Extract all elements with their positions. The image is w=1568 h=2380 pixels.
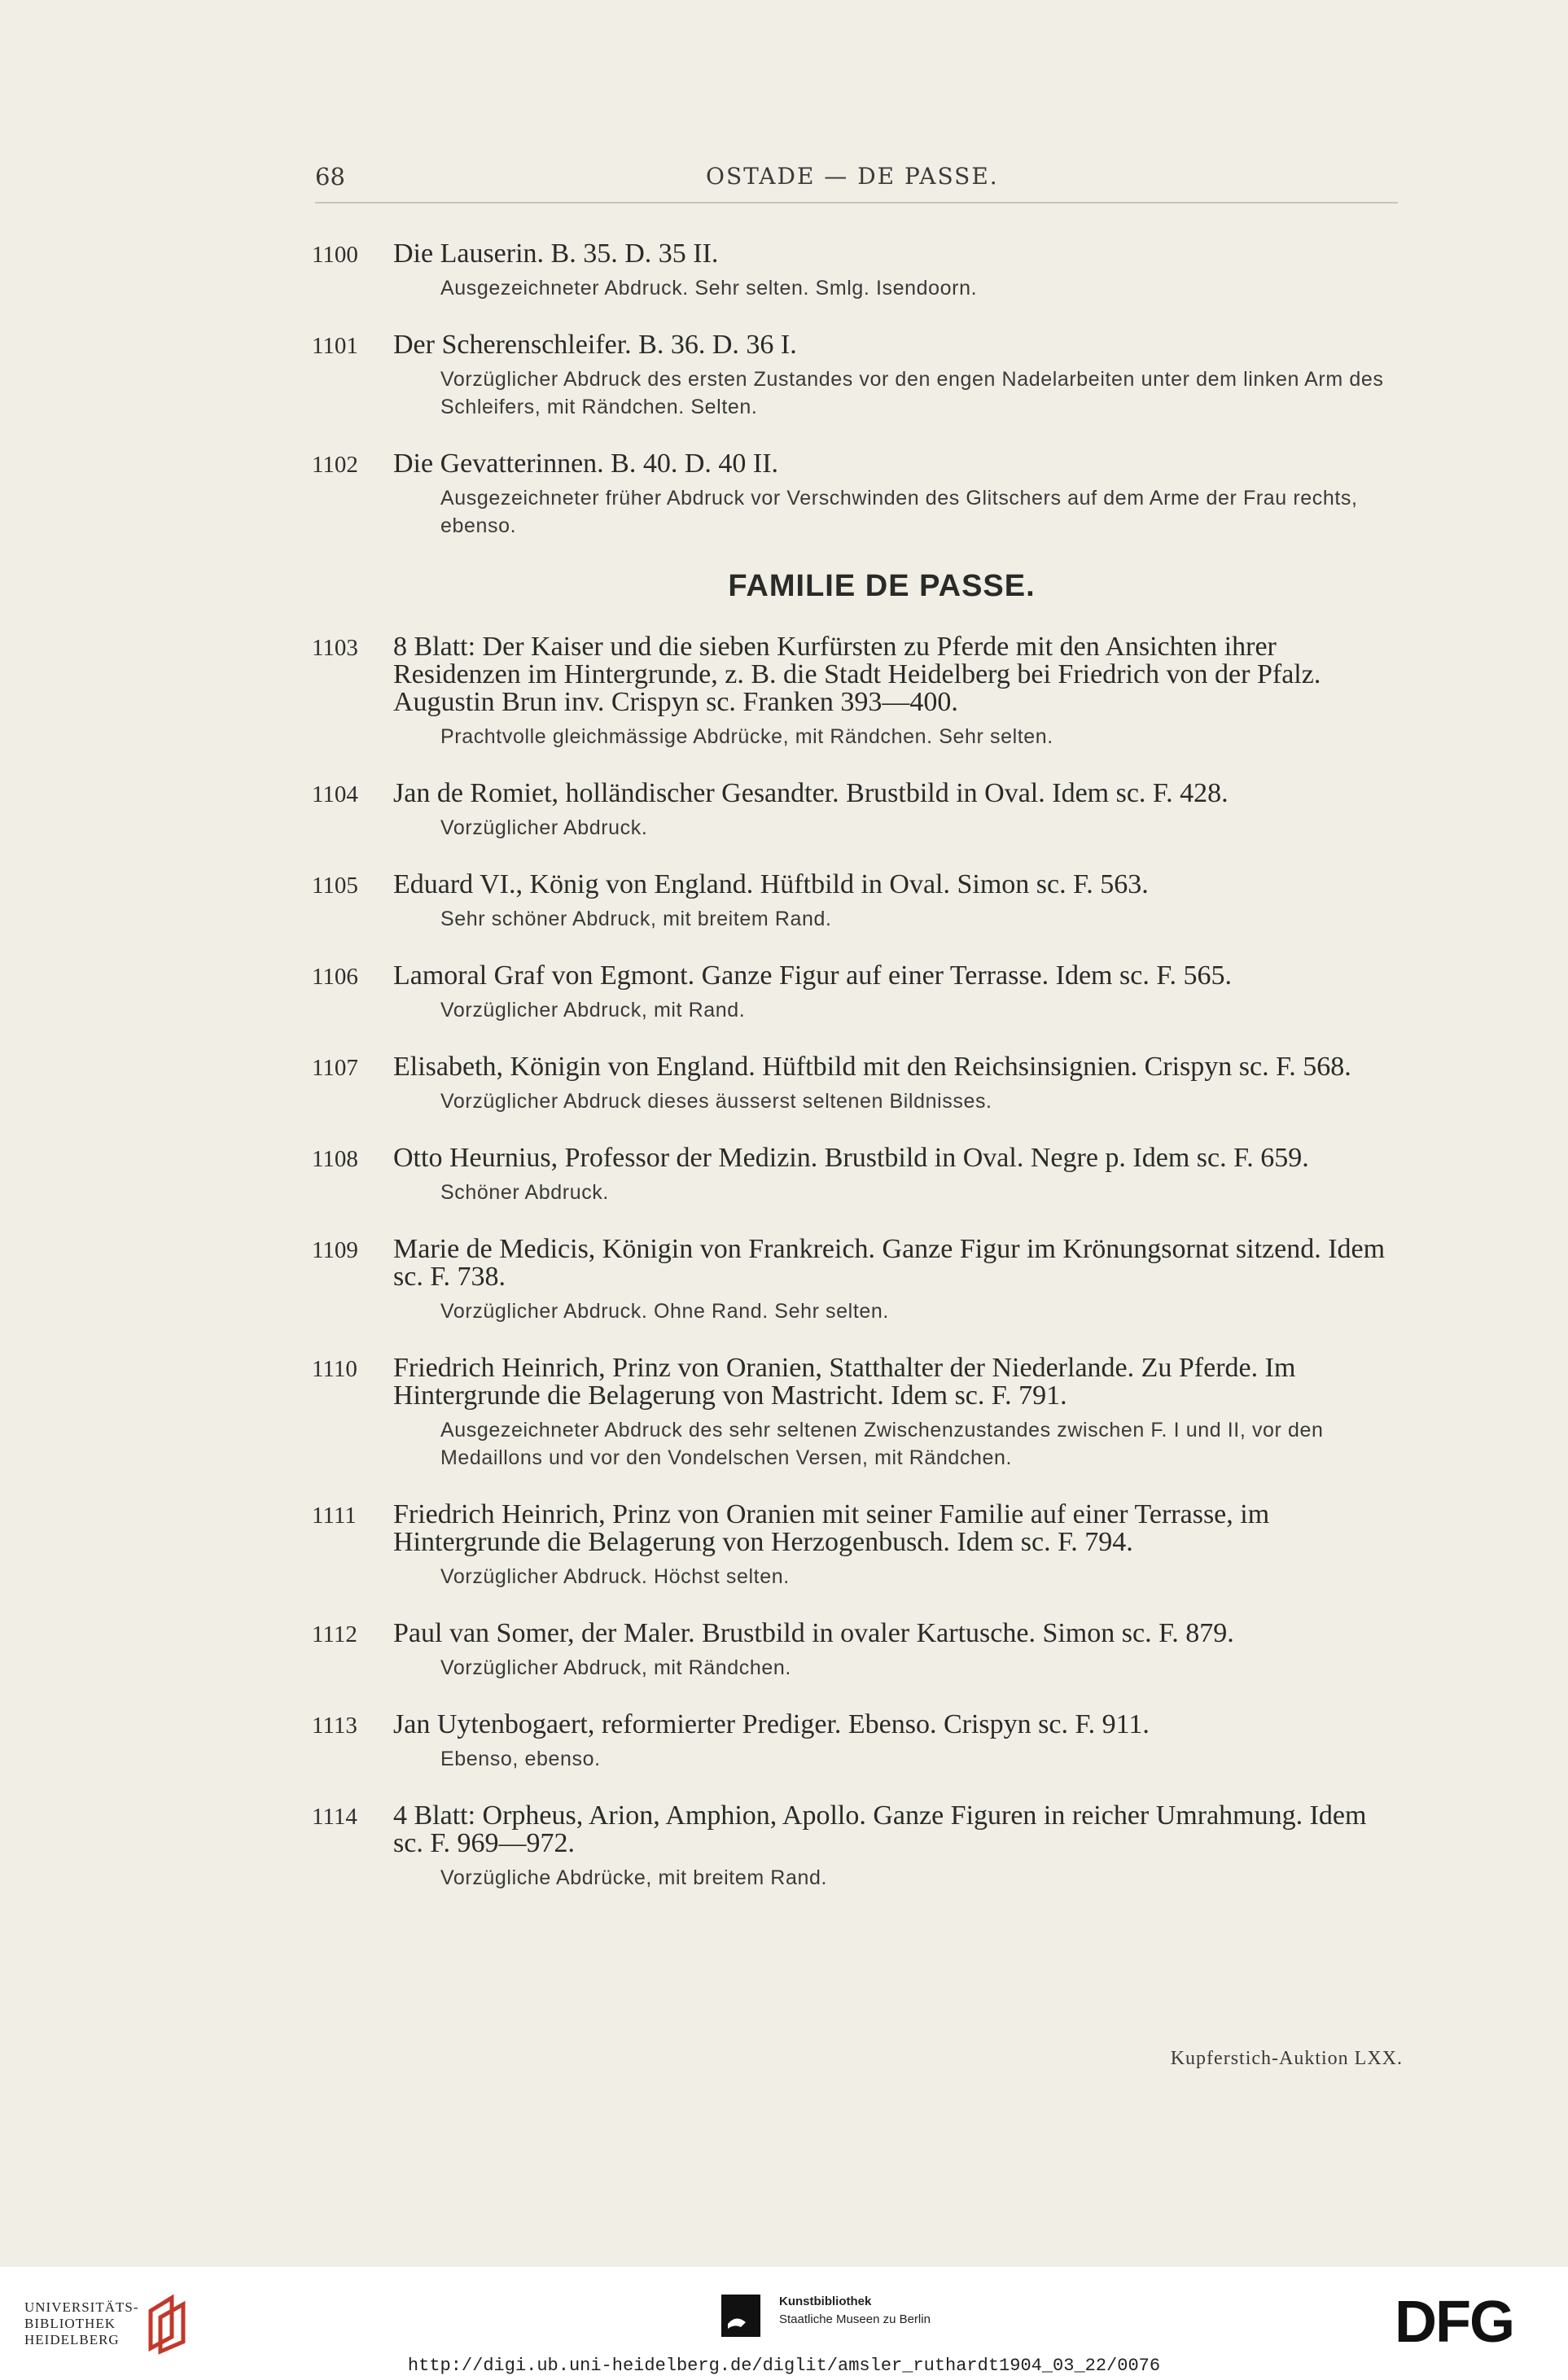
lot-note: Vorzüglicher Abdruck. [440,816,648,839]
catalog-entry [312,1354,1403,1472]
kb-name: Kunstbibliothek [779,2295,872,2308]
lot-title: Jan Uytenbogaert, reformierter Prediger. Ebenso. Crispyn sc. F. 911. [393,1709,1150,1739]
lot-number: 1100 [312,242,358,268]
catalog-entry [312,1236,1403,1325]
catalog-entry [312,1053,1403,1115]
catalog-entry [312,1711,1403,1773]
lot-note: Vorzügliche Abdrücke, mit breitem Rand. [440,1866,828,1889]
lot-number: 1114 [312,1804,357,1830]
catalog-entry [312,1802,1403,1892]
source-url[interactable]: http://digi.ub.uni-heidelberg.de/diglit/amsler_ruthardt1904_03_22/0076 [407,2356,1161,2376]
catalog-entry [312,1501,1403,1590]
lot-note: Ausgezeichneter Abdruck. Sehr selten. Smlg. Isendoorn. [440,277,978,300]
lot-title: Friedrich Heinrich, Prinz von Oranien, Statthalter der Niederlande. Zu Pferde. Im Hintergrunde die Belagerung von Mastricht. Idem sc. F. 791. [393,1353,1296,1411]
lot-note: Ausgezeichneter früher Abdruck vor Verschwinden des Glitschers auf dem Arme der Frau rechts, ebenso. [440,487,1358,537]
catalog-entries [312,240,1403,1921]
lot-number: 1103 [312,635,358,661]
library-bar [0,2267,1568,2355]
lot-note: Vorzüglicher Abdruck. Höchst selten. [440,1565,790,1588]
lot-number: 1112 [312,1621,357,1647]
university-library-logo[interactable] [24,2299,139,2348]
lot-title: Lamoral Graf von Egmont. Ganze Figur auf einer Terrasse. Idem sc. F. 565. [393,960,1233,991]
lot-number: 1105 [312,873,358,899]
catalog-entry [312,1144,1403,1206]
lot-number: 1102 [312,452,358,478]
lot-title: Paul van Somer, der Maler. Brustbild in ovaler Kartusche. Simon sc. F. 879. [393,1618,1234,1648]
lot-note: Sehr schöner Abdruck, mit breitem Rand. [440,908,832,930]
lot-title: Jan de Romiet, holländischer Gesandter. Brustbild in Oval. Idem sc. F. 428. [393,778,1229,808]
lot-title: Die Gevatterinnen. B. 40. D. 40 II. [393,448,779,479]
running-head: OSTADE — DE PASSE. [706,163,999,190]
kb-subtitle: Staatliche Museen zu Berlin [779,2312,931,2326]
dfg-logo[interactable]: DFG [1395,2290,1513,2355]
catalog-entry [312,780,1403,842]
section-heading: FAMILIE DE PASSE. [728,569,1036,603]
lot-number: 1104 [312,781,358,807]
lot-note: Vorzüglicher Abdruck, mit Rand. [440,999,746,1022]
lot-note: Prachtvolle gleichmässige Abdrücke, mit Rändchen. Sehr selten. [440,725,1053,748]
lot-title: Die Lauserin. B. 35. D. 35 II. [393,238,719,269]
lot-number: 1111 [312,1503,357,1529]
lot-title: Elisabeth, Königin von England. Hüftbild mit den Reichsinsignien. Crispyn sc. F. 568. [393,1052,1351,1082]
lot-note: Vorzüglicher Abdruck dieses äusserst seltenen Bildnisses. [440,1090,992,1113]
lot-note: Vorzüglicher Abdruck, mit Rändchen. [440,1656,791,1679]
catalog-entry [312,962,1403,1024]
lot-title: Marie de Medicis, Königin von Frankreich. Ganze Figur im Krönungsornat sitzend. Idem sc. F. 738. [393,1234,1386,1292]
uni-logo-line: BIBLIOTHEK [24,2316,116,2331]
lot-number: 1106 [312,964,358,990]
lot-title: 8 Blatt: Der Kaiser und die sieben Kurfürsten zu Pferde mit den Ansichten ihrer Residenzen im Hintergrunde, z. B. die Stadt Heidelberg bei Friedrich von der Pfalz. Augustin Brun inv. Crispyn sc. Franken 393—400. [393,632,1321,717]
lot-title: Friedrich Heinrich, Prinz von Oranien mit seiner Familie auf einer Terrasse, im Hintergrunde die Belagerung von Herzogenbusch. Idem sc. F. 794. [393,1499,1270,1557]
catalog-entry [312,871,1403,933]
lot-note: Schöner Abdruck. [440,1181,609,1204]
lot-number: 1107 [312,1055,358,1081]
header-rule [315,202,1398,203]
catalog-entry [312,240,1403,302]
uni-logo-line: HEIDELBERG [24,2332,120,2347]
uni-logo-line: UNIVERSITÄTS- [24,2299,139,2315]
lot-note: Vorzüglicher Abdruck. Ohne Rand. Sehr selten. [440,1300,889,1323]
lot-title: Otto Heurnius, Professor der Medizin. Brustbild in Oval. Negre p. Idem sc. F. 659. [393,1143,1309,1173]
page-number: 68 [315,163,345,190]
uni-emblem-icon [142,2291,190,2355]
lot-note: Ebenso, ebenso. [440,1748,601,1770]
kunstbibliothek-icon [716,2291,765,2340]
catalog-entry [312,331,1403,421]
catalog-entry [312,450,1403,540]
lot-note: Ausgezeichneter Abdruck des sehr seltenen Zwischenzustandes zwischen F. I und II, vor den Medaillons und vor den Vondelschen Versen, mit Rändchen. [440,1419,1324,1469]
lot-number: 1101 [312,333,358,359]
lot-title: 4 Blatt: Orpheus, Arion, Amphion, Apollo. Ganze Figuren in reicher Umrahmung. Idem sc. F. 969—972. [393,1800,1367,1858]
lot-number: 1109 [312,1237,358,1263]
lot-number: 1108 [312,1146,358,1172]
catalog-entry [312,633,1403,750]
catalog-entry [312,1620,1403,1682]
kunstbibliothek-logo[interactable] [779,2293,931,2329]
lot-title: Der Scherenschleifer. B. 36. D. 36 I. [393,330,797,360]
lot-number: 1113 [312,1713,357,1739]
page-header [315,163,1398,199]
catalog-footer: Kupferstich-Auktion LXX. [1170,2048,1403,2069]
lot-number: 1110 [312,1356,357,1382]
lot-note: Vorzüglicher Abdruck des ersten Zustandes vor den engen Nadelarbeiten unter dem linken Arm des Schleifers, mit Rändchen. Selten. [440,368,1384,418]
lot-title: Eduard VI., König von England. Hüftbild in Oval. Simon sc. F. 563. [393,869,1149,899]
